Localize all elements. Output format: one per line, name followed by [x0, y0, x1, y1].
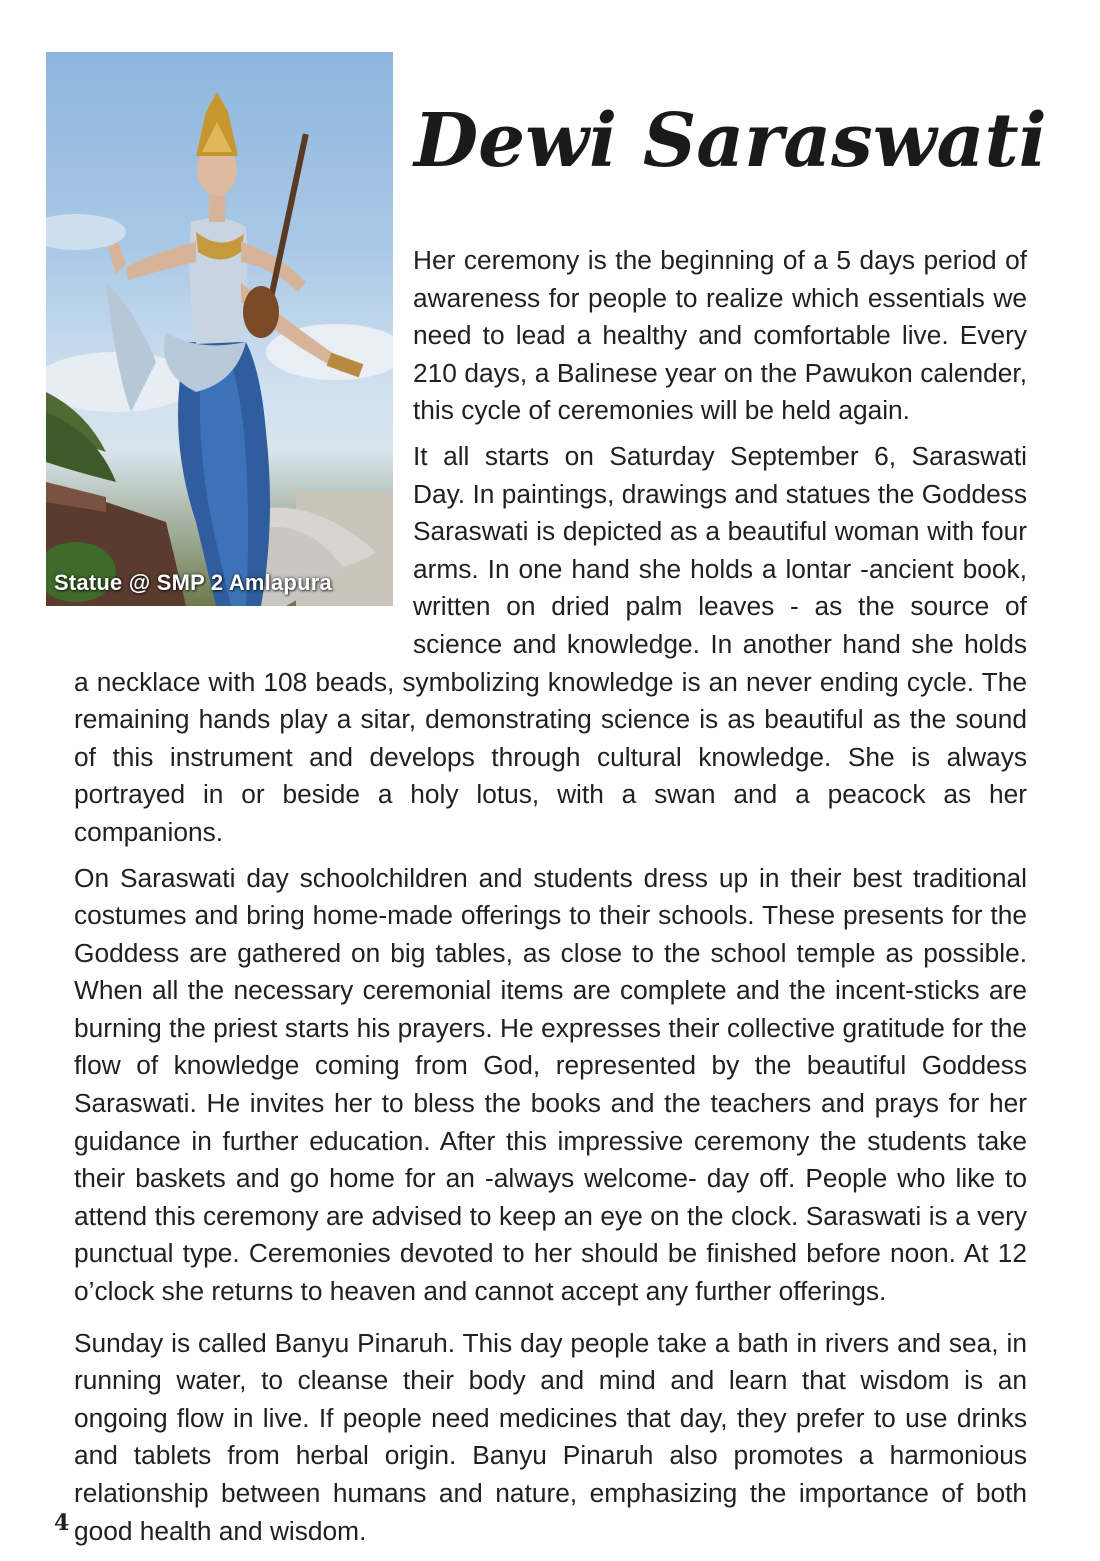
page-title: Dewi Saraswati: [414, 98, 1047, 184]
article-body: [74, 242, 1027, 1550]
paragraph-saraswati-day: It all starts on Saturday September 6, Saraswati Day. In paintings, drawings and statues the Goddess Saraswati is depicted as a beautiful woman with four arms. In one hand she holds a lontar -ancient book, written on dried palm leaves - as the source of science and knowledge. In another hand she holds a necklace with 108 beads, symbolizing knowledge is an never ending cycle. The remaining hands play a sitar, demonstrating science is as beautiful as the sound of this instrument and develops through cultural knowledge. She is always portrayed in or beside a holy lotus, with a swan and a peacock as her companions.: [74, 440, 1027, 847]
paragraph-school-ceremony: On Saraswati day schoolchildren and students dress up in their best traditional costumes and bring home-made offerings to their schools. These presents for the Goddess are gathered on big tables, as close to the school temple as possible. When all the necessary ceremonial items are complete and the incent-sticks are burning the priest starts his prayers. He expresses their collective gratitude for the flow of knowledge coming from God, represented by the beautiful Goddess Saraswati. He invites her to bless the books and the teachers and prays for her guidance in further education. After this impressive ceremony the students take their baskets and go home for an -always welcome- day off. People who like to attend this ceremony are advised to keep an eye on the clock. Saraswati is a very punctual type. Ceremonies devoted to her should be finished before noon. At 12 o’clock she returns to heaven and cannot accept any further offerings.: [74, 862, 1027, 1307]
paragraph-banyu-pinaruh: Sunday is called Banyu Pinaruh. This day people take a bath in rivers and sea, in running water, to cleanse their body and mind and learn that wisdom is an ongoing flow in live. If people need medicines that day, they prefer to use drinks and tablets from herbal origin. Banyu Pinaruh also promotes a harmonious relationship between humans and nature, emphasizing the importance of both good health and wisdom.: [74, 1327, 1027, 1546]
photo-wrap-spacer: [74, 242, 413, 626]
paragraph-intro: Her ceremony is the beginning of a 5 days period of awareness for people to realize which essentials we need to lead a healthy and comfortable live. Every 210 days, a Balinese year on the Pawukon calender, this cycle of ceremonies will be held again.: [413, 245, 1027, 426]
page-number: 4: [54, 1510, 70, 1536]
photo-caption: Statue @ SMP 2 Amlapura: [54, 570, 332, 595]
